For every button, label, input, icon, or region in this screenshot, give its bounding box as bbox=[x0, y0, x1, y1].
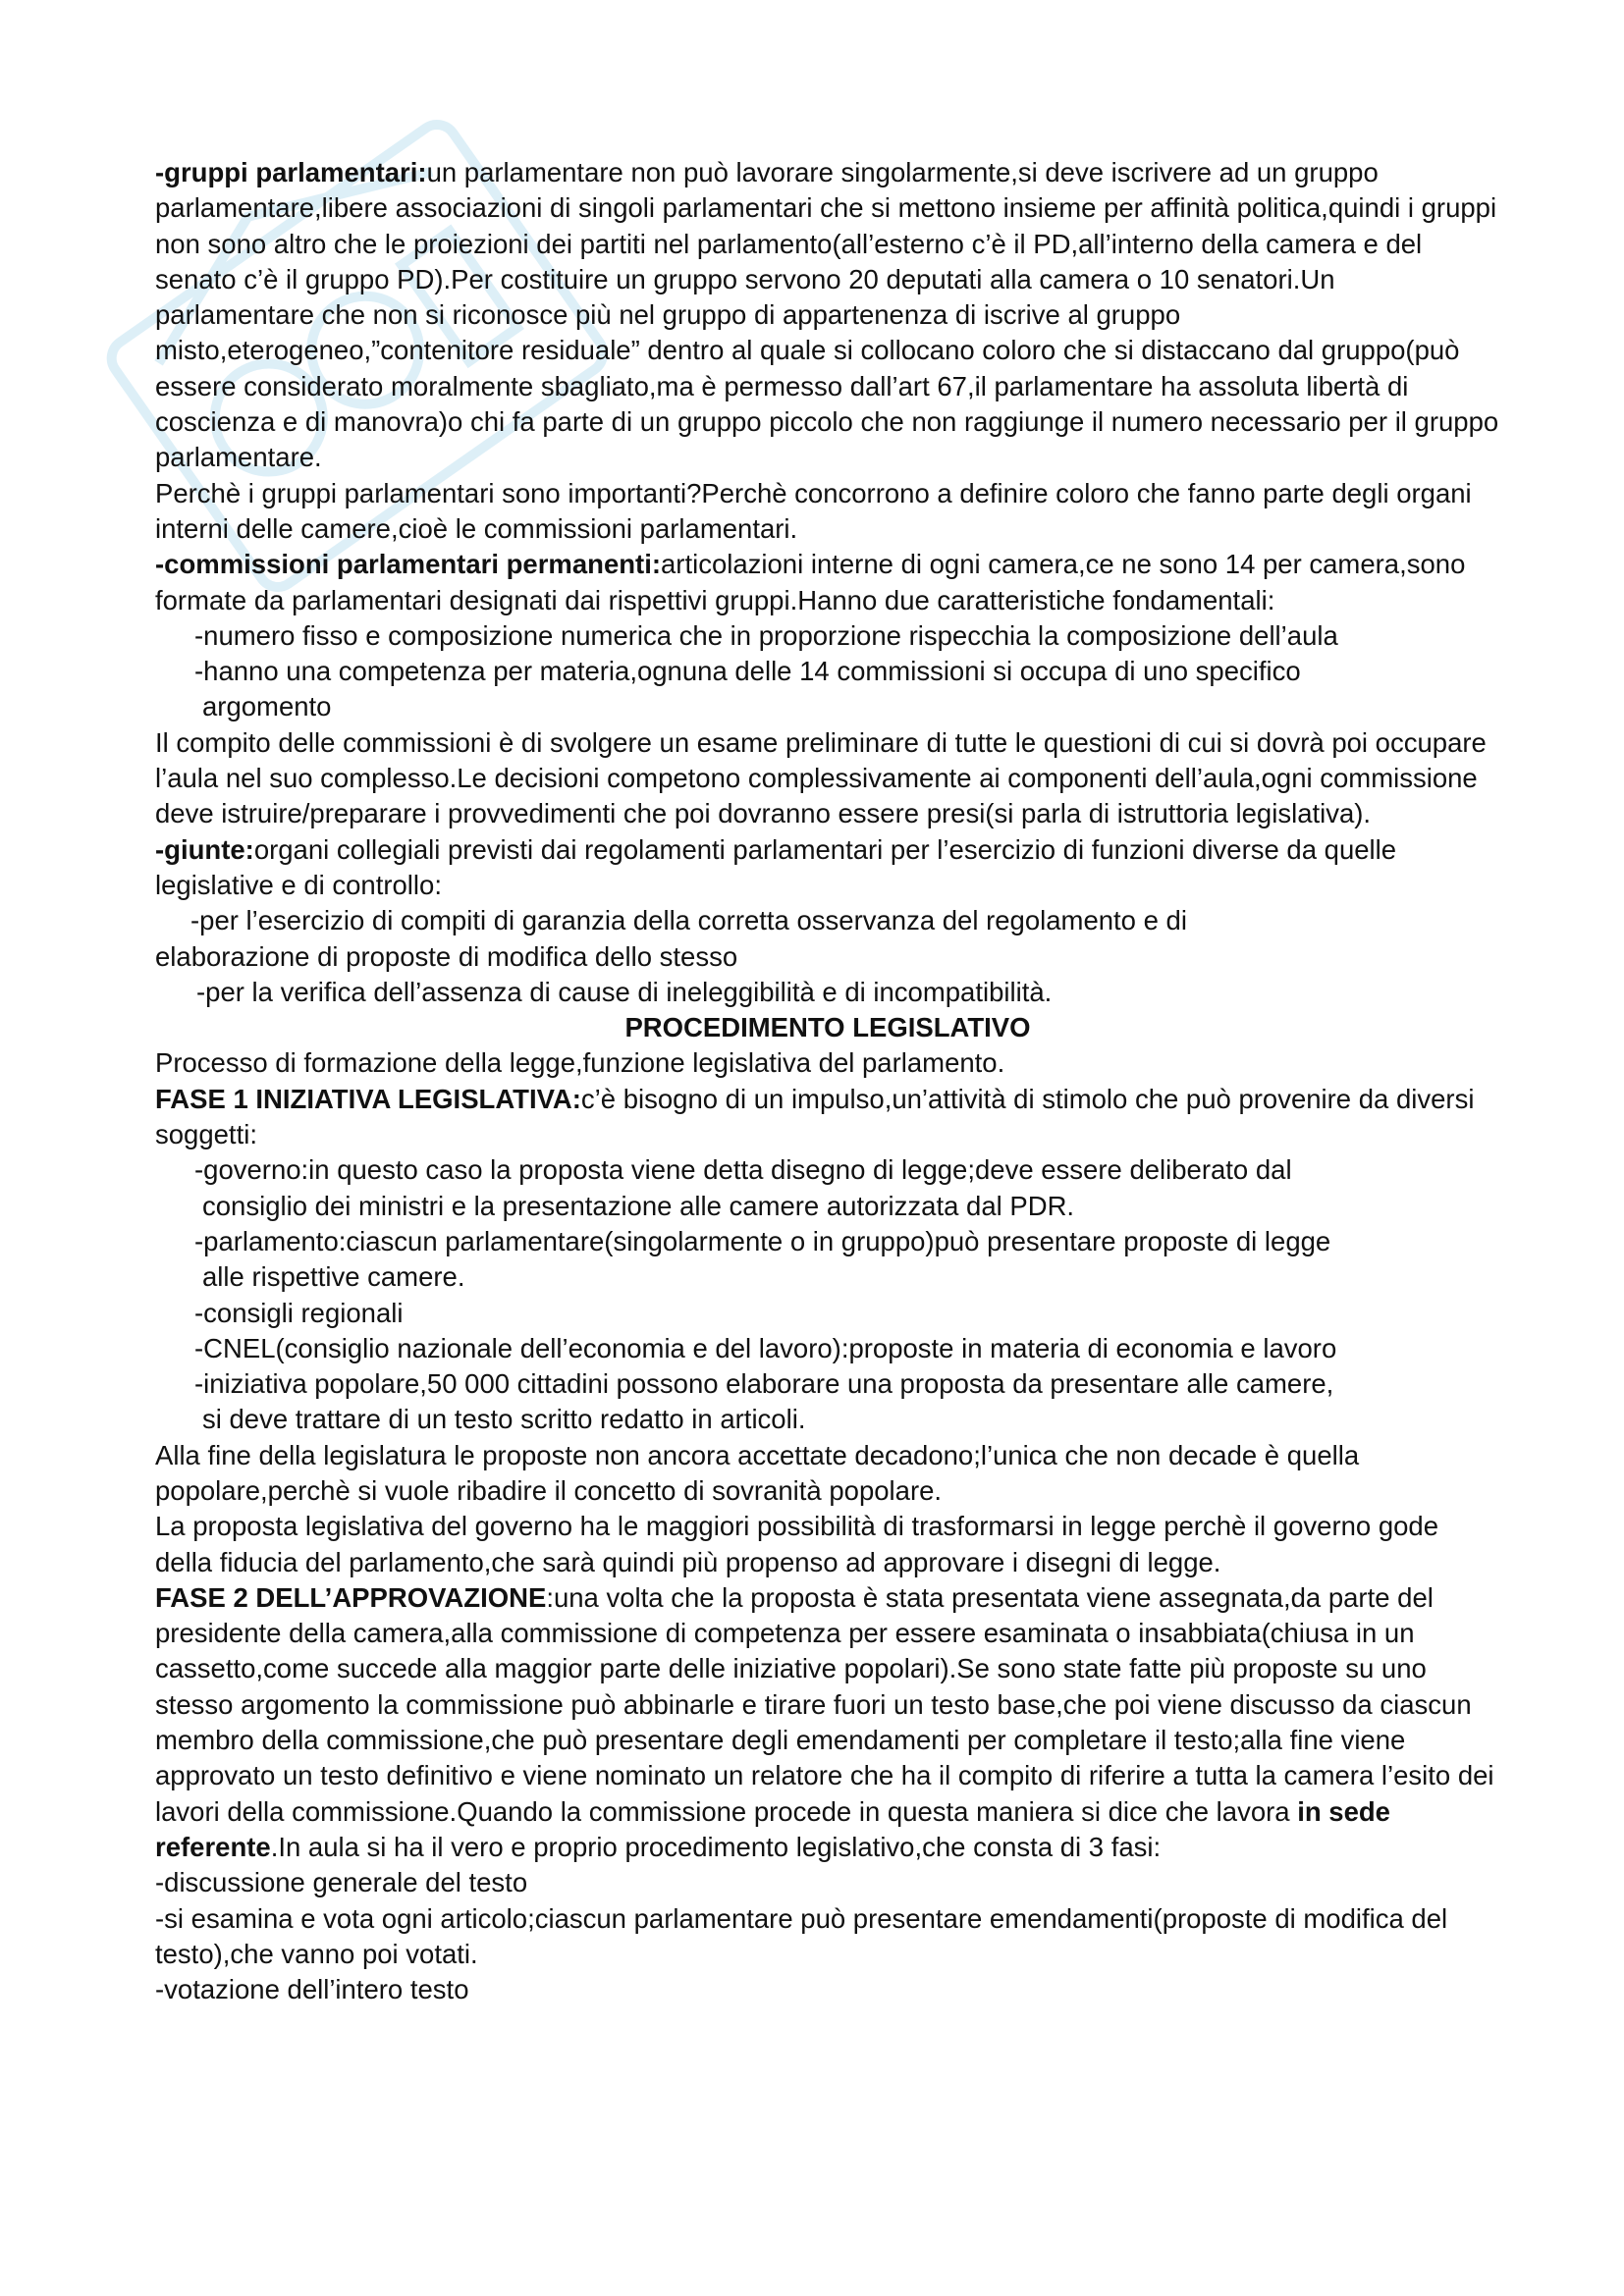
list-item-discussione: -discussione generale del testo bbox=[155, 1867, 528, 1898]
list-item-commissioni-1: -numero fisso e composizione numerica che in proporzione rispecchia la composizione dell’aula bbox=[194, 619, 1338, 651]
list-item-giunte-2: -per la verifica dell’assenza di cause di ineleggibilità e di incompatibilità. bbox=[196, 976, 1053, 1007]
paragraph-fase-1: FASE 1 INIZIATIVA LEGISLATIVA:c’è bisogno di un impulso,un’attività di stimolo che può provenire da diversi soggetti: bbox=[155, 1083, 1475, 1150]
section-heading: PROCEDIMENTO LEGISLATIVO bbox=[624, 1012, 1031, 1043]
paragraph-giunte: -giunte:organi collegiali previsti dai regolamenti parlamentari per l’esercizio di funzioni diverse da quelle legislative e di controllo: bbox=[155, 833, 1397, 900]
list-item-iniziativa-popolare: -iniziativa popolare,50 000 cittadini possono elaborare una proposta da presentare alle camere, bbox=[194, 1368, 1334, 1400]
term-fase-2: FASE 2 DELL’APPROVAZIONE bbox=[155, 1581, 547, 1613]
list-item-governo: -governo:in questo caso la proposta viene detta disegno di legge;deve essere deliberato dal bbox=[194, 1154, 1292, 1186]
term-gruppi-parlamentari: -gruppi parlamentari: bbox=[155, 157, 427, 187]
document-body bbox=[155, 155, 1500, 2007]
list-item-cnel: -CNEL(consiglio nazionale dell’economia e del lavoro):proposte in materia di economia e lavoro bbox=[194, 1332, 1337, 1363]
paragraph-processo: Processo di formazione della legge,funzione legislativa del parlamento. bbox=[155, 1047, 1005, 1079]
list-item-giunte-1-cont: elaborazione di proposte di modifica dello stesso bbox=[155, 940, 738, 972]
list-item-iniziativa-popolare-cont: si deve trattare di un testo scritto redatto in articoli. bbox=[202, 1404, 806, 1435]
list-item-commissioni-2-cont: argomento bbox=[202, 691, 332, 722]
list-item-consigli-regionali: -consigli regionali bbox=[194, 1297, 404, 1328]
paragraph-importanza-gruppi: Perchè i gruppi parlamentari sono importanti?Perchè concorrono a definire coloro che fanno parte degli organi interni delle camere,cioè le commissioni parlamentari. bbox=[155, 477, 1472, 544]
paragraph-fase-2: FASE 2 DELL’APPROVAZIONE:una volta che la proposta è stata presentata viene assegnata,da parte del presidente della camera,alla commissione di competenza per essere esaminata o insabbiata(chiusa in un cassetto,come succede alla maggior parte delle iniziative popolari).Se sono state fatte più proposte su uno stesso argomento la commissione può abbinarle e tirare fuori un testo base,che poi viene discusso da ciascun membro della commissione,che può presentare degli emendamenti per completare il testo;alla fine viene approvato un testo definitivo e viene nominato un relatore che ha il compito di riferire a tutta la camera l’esito dei lavori della commissione.Quando la commissione procede in questa maniera si dice che lavora in sede referente.In aula si ha il vero e proprio procedimento legislativo,che consta di 3 fasi: bbox=[155, 1581, 1494, 1862]
term-giunte: -giunte: bbox=[155, 833, 254, 865]
term-commissioni-permanenti: -commissioni parlamentari permanenti: bbox=[155, 549, 661, 580]
list-item-parlamento: -parlamento:ciascun parlamentare(singolarmente o in gruppo)può presentare proposte di legge bbox=[194, 1225, 1331, 1256]
term-sede-referente: in sede referente bbox=[155, 1795, 1390, 1862]
list-item-parlamento-cont: alle rispettive camere. bbox=[202, 1261, 465, 1293]
term-fase-1: FASE 1 INIZIATIVA LEGISLATIVA: bbox=[155, 1083, 581, 1114]
paragraph-gruppi-parlamentari: -gruppi parlamentari:un parlamentare non può lavorare singolarmente,si deve iscrivere ad un gruppo parlamentare,libere associazioni di singoli parlamentari che si mettono insieme per affinità politica,quindi i gruppi non sono altro che le proiezioni dei partiti nel parlamento(all’esterno c’è il PD,all’interno della camera e del senato c’è il gruppo PD).Per costituire un gruppo servono 20 deputati alla camera o 10 senatori.Un parlamentare che non si riconosce più nel gruppo di appartenenza di iscrive al gruppo misto,eterogeneo,”contenitore residuale” dentro al quale si collocano coloro che si distaccano dal gruppo(può essere considerato moralmente sbagliato,ma è permesso dall’art 67,il parlamentare ha assoluta libertà di coscienza e di manovra)o chi fa parte di un gruppo piccolo che non raggiunge il numero necessario per il gruppo parlamentare. bbox=[155, 157, 1499, 473]
list-item-commissioni-2: -hanno una competenza per materia,ognuna delle 14 commissioni si occupa di uno specifico bbox=[194, 656, 1301, 687]
paragraph-proposta-governo: La proposta legislativa del governo ha le maggiori possibilità di trasformarsi in legge perchè il governo gode della fiducia del parlamento,che sarà quindi più propenso ad approvare i disegni di legge. bbox=[155, 1511, 1439, 1577]
list-item-esame-articoli: -si esamina e vota ogni articolo;ciascun parlamentare può presentare emendamenti(proposte di modifica del testo),che vanno poi votati. bbox=[155, 1902, 1448, 1969]
paragraph-fine-legislatura: Alla fine della legislatura le proposte non ancora accettate decadono;l’unica che non decade è quella popolare,perchè si vuole ribadire il concetto di sovranità popolare. bbox=[155, 1439, 1360, 1506]
paragraph-compito-commissioni: Il compito delle commissioni è di svolgere un esame preliminare di tutte le questioni di cui si dovrà poi occupare l’aula nel suo complesso.Le decisioni competono complessivamente ai componenti dell’aula,ogni commissione deve istruire/preparare i provvedimenti che poi dovranno essere presi(si parla di istruttoria legislativa). bbox=[155, 726, 1487, 829]
paragraph-commissioni: -commissioni parlamentari permanenti:articolazioni interne di ogni camera,ce ne sono 14 per camera,sono formate da parlamentari designati dai rispettivi gruppi.Hanno due caratteristiche fondamentali: bbox=[155, 549, 1466, 615]
list-item-votazione: -votazione dell’intero testo bbox=[155, 1974, 469, 2005]
list-item-giunte-1: -per l’esercizio di compiti di garanzia della corretta osservanza del regolamento e di bbox=[190, 905, 1187, 936]
list-item-governo-cont: consiglio dei ministri e la presentazione alle camere autorizzata dal PDR. bbox=[202, 1190, 1075, 1221]
